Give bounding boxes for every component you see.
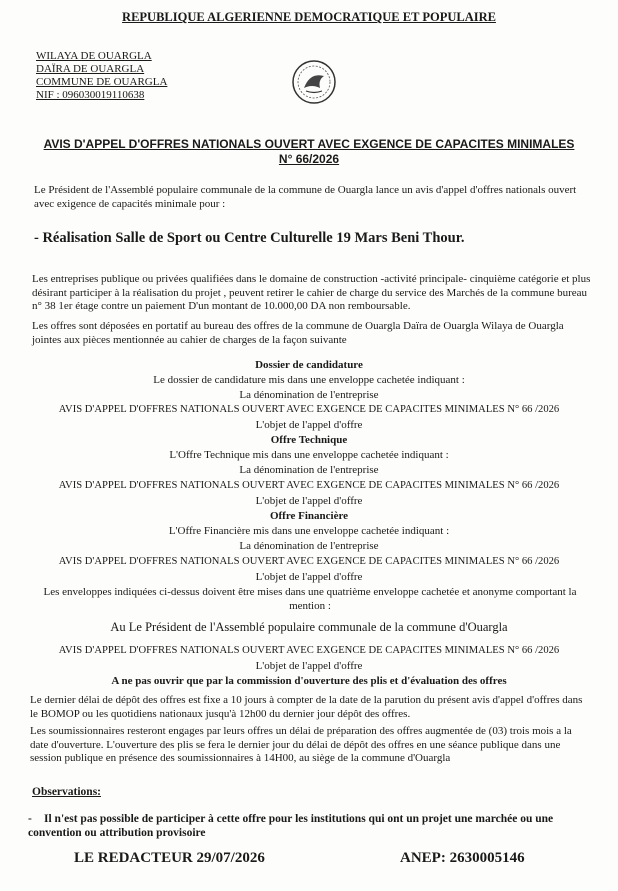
deadline-paragraph: Le dernier délai de dépôt des offres est fixe a 10 jours à compter de la date de la parution du présent avis d'appel d'offres dans le BOMOP ou les quotidiens nationaux jusqu'à 12h00 du dernier jour dépôt des offres. [30,694,583,720]
administrative-block [36,50,167,102]
intro-paragraph: Le Président de l'Assemblé populaire communale de la commune de Ouargla lance un avis d'appel d'offres nationals ouvert avec exigence de capacités minimale pour : [34,184,577,210]
technique-objet: L'objet de l'appel d'offre [255,495,363,507]
bullet-dash-icon: - [28,813,32,825]
dossier-objet: L'objet de l'appel d'offre [255,419,363,431]
project-title: - Réalisation Salle de Sport ou Centre Culturelle 19 Mars Beni Thour. [34,230,465,246]
submission-paragraph: Les offres sont déposées en portatif au bureau des offres de la commune de Ouargla Daïra de Ouargla Wilaya de Ouargla jointes aux pièces mentionnée au cahier de charges de la façon suivante [32,320,564,346]
official-seal-icon [290,58,338,106]
admin-daira: DAÏRA DE OUARGLA [36,63,145,75]
admin-wilaya: WILAYA DE OUARGLA [36,50,152,62]
admin-nif: NIF : 096030019110638 [36,89,145,101]
financiere-objet: L'objet de l'appel d'offre [255,571,363,583]
observation-item [28,812,588,840]
technique-avis: AVIS D'APPEL D'OFFRES NATIONALS OUVERT AVEC EXGENCE DE CAPACITES MINIMALES N° 66 /2026 [58,480,560,491]
technique-heading: Offre Technique [270,434,348,446]
financiere-text: L'Offre Financière mis dans une enveloppe cachetée indiquant : [168,525,450,537]
final-warning: A ne pas ouvrir que par la commission d'ouverture des plis et d'évaluation des offres [111,675,507,687]
footer-anep: ANEP: 2630005146 [400,850,525,866]
final-objet: L'objet de l'appel d'offre [255,660,363,672]
technique-denomination: La dénomination de l'entreprise [239,464,379,476]
final-avis: AVIS D'APPEL D'OFFRES NATIONALS OUVERT AVEC EXGENCE DE CAPACITES MINIMALES N° 66 /2026 [58,645,560,656]
notice-title: AVIS D'APPEL D'OFFRES NATIONALS OUVERT AVEC EXGENCE DE CAPACITES MINIMALES [43,137,575,151]
dossier-avis: AVIS D'APPEL D'OFFRES NATIONALS OUVERT AVEC EXGENCE DE CAPACITES MINIMALES N° 66 /2026 [58,404,560,415]
opening-paragraph: Les soumissionnaires resteront engages par leurs offres un délai de préparation des offres augmentée de (03) trois mois a la date d'ouverture. L'ouverture des plis se fera le dernier jour du délai de dépôt des offres en une séance publique dans une session publique en présence des soumissionnaires à 14H00, au siège de la commune d'Ouargla [30,725,572,765]
observation-text: Il n'est pas possible de participer à cette offre pour les institutions qui ont un projet une marchée ou une convention ou attribution provisoire [28,813,554,839]
dossier-heading: Dossier de candidature [255,359,363,371]
republic-heading: REPUBLIQUE ALGERIENNE DEMOCRATIQUE ET POPULAIRE [122,10,496,24]
financiere-heading: Offre Financière [269,510,349,522]
notice-number: N° 66/2026 [278,152,340,166]
president-line: Au Le Président de l'Assemblé populaire communale de la commune d'Ouargla [110,620,508,634]
financiere-denomination: La dénomination de l'entreprise [239,540,379,552]
dossier-denomination: La dénomination de l'entreprise [239,389,379,401]
eligibility-paragraph: Les entreprises publique ou privées qualifiées dans le domaine de construction -activité principale- cinquième catégorie et plus désirant participer à la réalisation du projet , peuvent retirer le cahier de charge du service des Marchés de la commune bureau n° 38 1er étage contre un paiement D'un montant de 10.000,00 DA non remboursable. [32,273,591,313]
dossier-text: Le dossier de candidature mis dans une enveloppe cachetée indiquant : [153,374,465,386]
footer-redacteur: LE REDACTEUR 29/07/2026 [74,850,265,866]
envelope-note: Les enveloppes indiquées ci-dessus doivent être mises dans une quatrième enveloppe cachetée et anonyme comportant la mention : [43,586,577,612]
financiere-avis: AVIS D'APPEL D'OFFRES NATIONALS OUVERT AVEC EXGENCE DE CAPACITES MINIMALES N° 66 /2026 [58,556,560,567]
technique-text: L'Offre Technique mis dans une enveloppe cachetée indiquant : [169,449,449,461]
observations-heading: Observations: [32,786,101,798]
admin-commune: COMMUNE DE OUARGLA [36,76,168,88]
